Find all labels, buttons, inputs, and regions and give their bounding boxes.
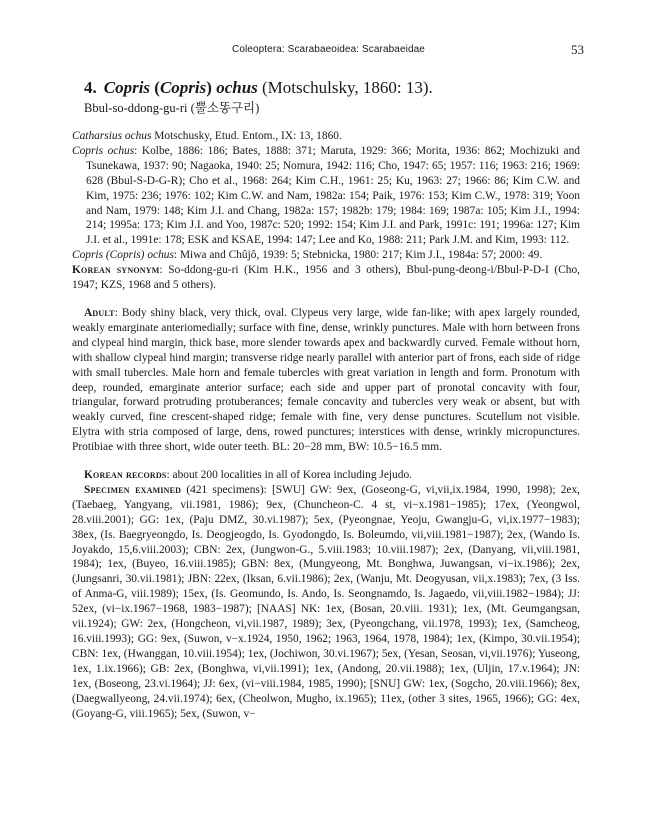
records-text: : about 200 localities in all of Korea including Jejudo. [166, 469, 412, 482]
korean-synonymy-text: : So-ddong-gu-ri (Kim H.K., 1956 and 3 others), Bbul-pung-deong-i/Bbul-P-D-I (Cho, 1947; KZS, 1968 and 5 others). [72, 264, 580, 292]
section-label: Specimen examined [84, 483, 182, 496]
section-label: Korean records [84, 469, 167, 482]
synonymy-entry-3 [72, 248, 580, 263]
synonymy-entry-1 [72, 129, 580, 144]
synonym-name: Copris (Copris) ochus [72, 249, 174, 262]
species-account [72, 129, 580, 721]
subgenus-close: ) [206, 78, 217, 97]
species-name: ochus [216, 78, 258, 97]
species-heading [84, 78, 584, 116]
adult-text: : Body shiny black, very thick, oval. Clypeus very large, wide fan-like; with apex largely rounded, weakly emarginate anteriomedially; surface with fine, dense, wrinkly punctures. Male with horn between frons and clypeal hind margin, thick base, more slender towards apex and backwardly curved. Female without horn, with shallow clypeal hind margin; transverse ridge nearly parallel with anterior part of frons, each side of ridge with small tubercles. Male horn and female tubercles with great variation in length and form. Pronotum with deep, rounded, emarginate anterior surface; each side and upper part of pronotal concavity with four, triangular, forward protruding protuberances; female concavity and tubercles very weak or absent, but with weakly curved, fine crescent-shaped ridge; female with fine, very dense punctures. Scutellum not visible. Elytra with stria composed of large, dens, rowed punctures; interstices with dense, wrinkly micropunctures. Protibiae with three short, wide outer teeth. BL: 20−28 mm, BW: 10.5−16.5 mm. [72, 306, 580, 454]
specimens-text: (421 specimens): [SWU] GW: 9ex, (Goseong-G, vi,vii,ix.1984, 1990, 1998); 2ex, (Taebaeg, Yangyang, vii.1981, 1986); 9ex, (Chuncheon-C. 4 st, vi−x.1981−1985); 17ex, (Yeongwol, 28.viii.2001); GG: 1ex, (Paju DMZ, 30.vi.1987); 5ex, (Pyeongnae, Yeoju, Gwangju-G, vi,ix.1977−1983); 38ex, (Is. Baegryeongdo, Is. Deogjeogdo, Is. Gyodongdo, Is. Boleumdo, vii,viii.1981−1987); 2ex, (Wando Is. Joyakdo, 15,6.viii.2003); CBN: 2ex, (Jungwon-G., 5.viii.1983; 10.viii.1987); 2ex, (Danyang, vii,viii.1981, 1984); 1ex, (Buyeo, 16.viii.1985); GBN: 8ex, (Mungyeong, Mt. Bonghwa, Juwangsan, vi−ix.1986); 2ex, (Jungsanri, 30.vii.1981); JBN: 22ex, (Iksan, 6.vii.1986); 2ex, (Wanju, Mt. Deogyusan, vii,x.1983); 7ex, (3 Iss. of Anma-G, viii.1989); 15ex, (Is. Geomundo, Is. Ando, Is. Seongnamdo, Is. Jagaedo, vii,viii.1982−1984); JJ: 52ex, (vi−ix.1967−1968, 1983−1987); [NAAS] NK: 1ex, (Bosan, 20.viii. 1931); 1ex, (Mt. Geumgangsan, vii.1924); GW: 2ex, (Hongcheon, vi,vii.1987, 1989); 3ex, (Pyeongchang, vii.1978, 1993); 1ex, (Samcheog, 16.viii.1993); GG: 9ex, (Suwon, v−x.1924, 1950, 1962; 1963, 1964, 1978, 1984); 1ex, (Kimpo, 30.vii.1954); CBN: 1ex, (Hwanggan, 10.viii.1954); 1ex, (Jochiwon, 30.vi.1967); 5ex, (Yesan, Seosan, vi,vii.1976); Yuseong, 1ex, 1.ix.1966); GB: 2ex, (Bonghwa, vi,vii.1991); 1ex, (Andong, 20.vii.1988); 1ex, (Uljin, 17.v.1964); JN: 1ex, (Boseong, 23.vi.1964); JJ: 6ex, (vi−viii.1984, 1985, 1990); [SNU] GW: 1ex, (Sogcho, 20.viii.1966); 8ex, (Daegwallyeong, 24.vii.1974); 6ex, (Cheolwon, Mugho, ix.1965); 11ex, (other 3 sites, 1965, 1966); GG: 4ex, (Goyang-G, viii.1965); 5ex, (Suwon, v− [72, 483, 580, 720]
synonym-citation: : Kolbe, 1886: 186; Bates, 1888: 371; Maruta, 1929: 366; Morita, 1936: 862; Mochizuki and Tsunekawa, 1937: 90; Nagaoka, 1940: 25; Nomura, 1942: 116; Cho, 1947: 65; 1957: 116; 1963: 216; 1969: 628 (Bbul-S-D-G-R); Cho et al., 1968: 264; Kim C.H., 1961: 25; Ku, 1963: 27; 1966: 86; Kim C.W. and Kim, 1975: 236; 1976: 102; Kim C.W. and Nam, 1982a: 154; Paik, 1976: 153; Kim C.W., 1978: 319; Yoon and Nam, 1979: 148; Kim J.I. and Chang, 1982a: 157; 1982b: 179; 1984: 169; 1987a: 105; Kim J.I., 1994: 214; 1995a: 173; Kim J.I. and Yoo, 1987c: 520; 1992: 154; Kim J.I. and Park, 1991c: 191; 1996a: 127; Kim J.I. et al., 1991e: 178; ESK and KSAE, 1994: 147; Lee and Ko, 1988: 211; Park J.M. and Kim, 1993: 112. [86, 144, 580, 247]
running-title: Coleoptera: Scarabaeoidea: Scarabaeidae [232, 44, 425, 55]
subgenus-name: Copris [159, 78, 207, 97]
page-number: 53 [571, 42, 584, 57]
korean-records [72, 468, 580, 483]
section-label: Korean synonym [72, 264, 160, 277]
species-title [84, 78, 584, 98]
species-number: 4. [84, 78, 97, 97]
running-header [0, 40, 652, 60]
synonym-name: Catharsius ochus [72, 130, 152, 142]
synonym-name: Copris ochus [72, 144, 135, 157]
species-author: (Motschulsky, 1860: 13). [257, 78, 433, 97]
section-label: Adult [84, 306, 115, 319]
korean-common-name: Bbul-so-ddong-gu-ri (뿔소똥구리) [84, 101, 260, 115]
synonym-citation: Motschusky, Etud. Entom., IX: 13, 1860. [151, 130, 342, 142]
korean-synonymy [72, 263, 580, 293]
specimens-examined [72, 483, 580, 722]
synonymy-entry-2 [72, 144, 580, 248]
adult-description [72, 306, 580, 455]
subgenus-open: ( [150, 78, 160, 97]
synonym-citation: : Miwa and Chûjô, 1939: 5; Stebnicka, 1980: 217; Kim J.I., 1984a: 57; 2000: 49. [173, 249, 543, 262]
genus-name: Copris [103, 78, 151, 97]
